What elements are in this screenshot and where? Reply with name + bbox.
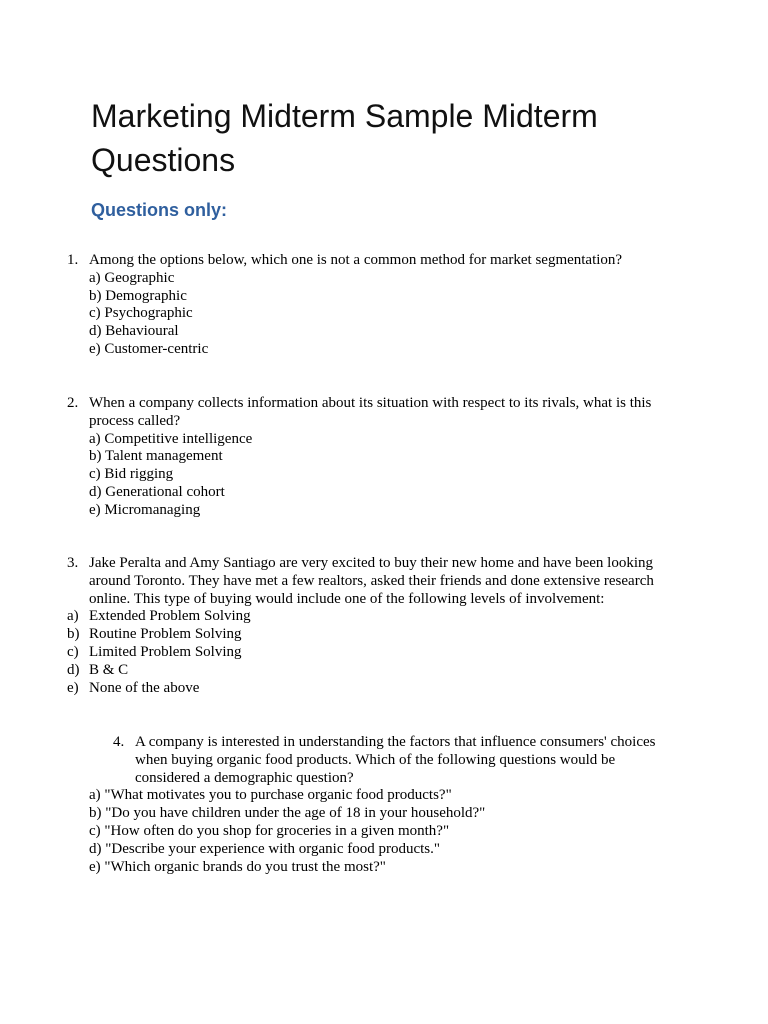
option-text: B & C xyxy=(89,661,129,678)
answer-option: a) "What motivates you to purchase organic food products?" xyxy=(89,787,452,804)
answer-option: e) Micromanaging xyxy=(89,501,201,518)
question-4 xyxy=(67,734,667,876)
answer-option: e) "Which organic brands do you trust the most?" xyxy=(89,858,386,875)
option-letter: c) xyxy=(67,643,79,660)
question-stem: Among the options below, which one is not a common method for market segmentation? xyxy=(89,252,623,268)
answer-option: a) Competitive intelligence xyxy=(89,430,253,447)
option-text: Routine Problem Solving xyxy=(89,626,242,643)
answer-option: c) Psychographic xyxy=(89,305,193,322)
answer-option: b) Demographic xyxy=(89,287,187,304)
question-3 xyxy=(67,555,667,697)
answer-option: b) Talent management xyxy=(89,448,223,465)
question-number: 2. xyxy=(67,395,79,411)
option-letter: a) xyxy=(67,608,79,625)
question-number: 3. xyxy=(67,555,79,571)
question-stem: A company is interested in understanding the factors that influence consumers' choices when buying organic food products. Which of the following questions would be considered a demographic question? xyxy=(135,734,656,786)
answer-option: e) Customer-centric xyxy=(89,340,209,357)
answer-option: c) "How often do you shop for groceries in a given month?" xyxy=(89,822,450,839)
answer-option: c) Bid rigging xyxy=(89,466,174,483)
answer-option: d) Generational cohort xyxy=(89,483,225,500)
option-letter: d) xyxy=(67,661,80,678)
answer-option xyxy=(67,644,667,662)
option-text: Extended Problem Solving xyxy=(89,608,251,625)
question-stem: When a company collects information about its situation with respect to its rivals, what is this process called? xyxy=(89,395,652,429)
answer-option: b) "Do you have children under the age of 18 in your household?" xyxy=(89,805,486,822)
answer-option xyxy=(67,662,667,680)
answer-option xyxy=(67,608,667,626)
answer-option: d) Behavioural xyxy=(89,323,179,340)
answer-option: d) "Describe your experience with organic food products." xyxy=(89,840,441,857)
answer-option xyxy=(67,680,667,698)
question-2 xyxy=(67,395,667,520)
question-number: 1. xyxy=(67,252,79,268)
section-subtitle: Questions only: xyxy=(91,200,228,220)
option-letter: b) xyxy=(67,626,80,643)
document-title: Marketing Midterm Sample Midterm Questions xyxy=(91,98,598,178)
question-1 xyxy=(67,252,677,359)
answer-option xyxy=(67,626,667,644)
option-text: None of the above xyxy=(89,679,200,696)
answer-option: a) Geographic xyxy=(89,269,175,286)
option-text: Limited Problem Solving xyxy=(89,643,242,660)
option-letter: e) xyxy=(67,679,79,696)
question-number: 4. xyxy=(113,734,125,750)
question-stem: Jake Peralta and Amy Santiago are very excited to buy their new home and have been looking around Toronto. They have met a few realtors, asked their friends and done extensive research online. This type of buying would include one of the following levels of involvement: xyxy=(89,555,654,607)
